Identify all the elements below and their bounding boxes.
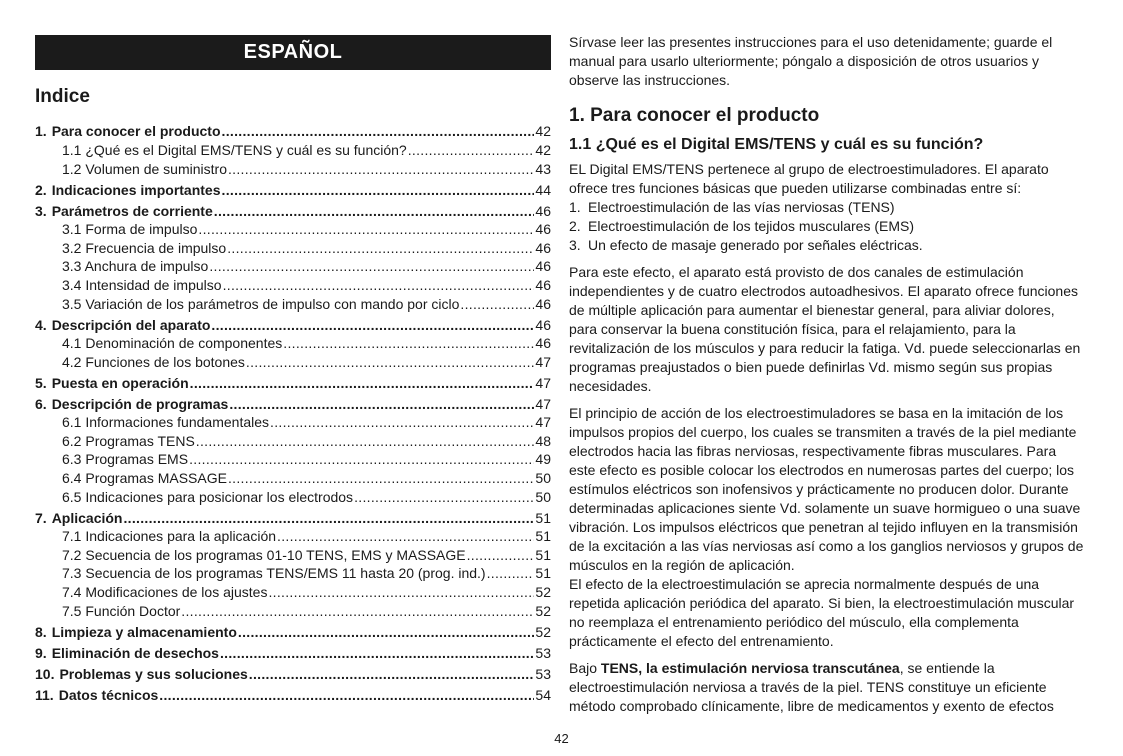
toc-entry-page: 46 — [535, 316, 551, 333]
toc-entry[interactable] — [35, 527, 551, 546]
toc-leader-dots — [467, 546, 535, 565]
toc-leader-dots — [211, 316, 534, 335]
toc-leader-dots — [214, 202, 535, 221]
toc-leader-dots — [189, 450, 534, 469]
toc-entry-number: 6. — [35, 395, 47, 412]
toc-entry-label: 7.3 Secuencia de los programas TENS/EMS 11 hasta 20 (prog. ind.) — [62, 565, 486, 582]
toc-entry-page: 53 — [535, 665, 551, 682]
toc-entry-label: 7.5 Función Doctor — [62, 602, 181, 619]
toc-entry-number: 1. — [35, 123, 47, 140]
toc-entry-page: 53 — [535, 644, 551, 661]
toc-entry-label: 7.4 Modificaciones de los ajustes — [62, 583, 268, 600]
paragraph-1: EL Digital EMS/TENS pertenece al grupo de electroestimuladores. El aparato ofrece tres funciones básicas que pueden utilizarse combinadas entre sí: — [569, 161, 1049, 196]
toc-leader-dots — [460, 295, 534, 314]
toc-entry-page: 47 — [535, 414, 551, 431]
toc-entry-number: 8. — [35, 623, 47, 640]
toc-leader-dots — [354, 488, 534, 507]
toc-entry-label: Descripción de programas — [51, 395, 229, 412]
toc-entry-label: 6.3 Programas EMS — [62, 451, 189, 468]
toc-leader-dots — [222, 122, 535, 141]
toc-entry-label: Eliminación de desechos — [51, 644, 219, 661]
paragraph-4: El efecto de la electroestimulación se aprecia normalmente después de una repetida aplicación periódica del aparato. Si bien, la electroestimulación muscular no reemplaza el entrenamiento periódico del músculo, ella complementa prácticamente el efecto del entrenamiento. — [569, 576, 1075, 649]
left-column — [35, 35, 551, 704]
toc-entry-label: 7.1 Indicaciones para la aplicación — [62, 528, 277, 545]
toc-entry-page: 47 — [535, 353, 551, 370]
toc-leader-dots — [238, 623, 535, 642]
toc-entry-label: 1.2 Volumen de suministro — [62, 160, 227, 177]
toc-entry-label: Puesta en operación — [51, 374, 189, 391]
toc-entry-label: Parámetros de corriente — [51, 202, 213, 219]
toc-leader-dots — [159, 686, 534, 705]
toc-entry-page: 42 — [535, 141, 551, 158]
toc-entry-label: 6.1 Informaciones fundamentales — [62, 414, 270, 431]
toc-leader-dots — [228, 160, 534, 179]
toc-entry-number: 11. — [35, 686, 54, 703]
toc-leader-dots — [227, 239, 534, 258]
toc-entry[interactable] — [35, 122, 551, 141]
toc-entry[interactable] — [35, 160, 551, 179]
toc-entry-page: 51 — [535, 546, 551, 563]
toc-entry-page: 44 — [535, 181, 551, 198]
toc-entry-page: 46 — [535, 276, 551, 293]
toc-title: Indice — [35, 86, 90, 107]
toc-entry-page: 52 — [535, 583, 551, 600]
toc-entry-page: 52 — [535, 602, 551, 619]
toc-entry-page: 51 — [535, 509, 551, 526]
toc-entry[interactable] — [35, 450, 551, 469]
toc-entry[interactable] — [35, 316, 551, 335]
toc-leader-dots — [223, 276, 535, 295]
toc-entry-label: 1.1 ¿Qué es el Digital EMS/TENS y cuál es su función? — [62, 141, 407, 158]
toc-entry-label: 6.5 Indicaciones para posicionar los electrodos — [62, 488, 354, 505]
toc-entry-page: 49 — [535, 451, 551, 468]
toc-entry[interactable] — [35, 374, 551, 393]
toc-leader-dots — [198, 220, 534, 239]
toc-leader-dots — [249, 665, 535, 684]
toc-entry[interactable] — [35, 181, 551, 200]
paragraph-2: Para este efecto, el aparato está provisto de dos canales de estimulación independientes y de cuatro electrodos autoadhesivos. El aparato ofrece funciones de múltiple aplicación para aumentar el bienestar general, para aliviar dolores, para conservar la buena constitución física, para el relajamiento, para la revitalización de los músculos y para reducir la fatiga. Vd. puede seleccionarlas en programas preajustados o bien puede definirlas Vd. mismo según sus propias necesidades. — [569, 264, 1081, 394]
subsection-title: 1.1 ¿Qué es el Digital EMS/TENS y cuál es su función? — [569, 136, 984, 153]
toc-entry-page: 46 — [535, 295, 551, 312]
toc-entry[interactable] — [35, 644, 551, 663]
toc-entry[interactable] — [35, 686, 551, 705]
right-column — [569, 33, 1085, 716]
toc-entry-number: 5. — [35, 374, 47, 391]
toc-entry[interactable] — [35, 202, 551, 221]
toc-entry-page: 46 — [535, 239, 551, 256]
toc-entry-label: 3.3 Anchura de impulso — [62, 258, 209, 275]
paragraph-5: Bajo TENS, la estimulación nerviosa transcutánea, se entiende la electroestimulación nerviosa a través de la piel. TENS constituye un eficiente método comprobado clínicamente, libre de medicamentos y exento de efectos — [569, 660, 1054, 714]
toc-entry[interactable] — [35, 546, 551, 565]
toc-entry[interactable] — [35, 334, 551, 353]
toc-leader-dots — [196, 432, 535, 451]
list-item: 2. Electroestimulación de los tejidos musculares (EMS) — [569, 218, 915, 234]
toc-entry-page: 50 — [535, 488, 551, 505]
toc-entry[interactable] — [35, 564, 551, 583]
toc-leader-dots — [283, 334, 534, 353]
toc-entry-page: 51 — [535, 528, 551, 545]
toc-entry-number: 10. — [35, 665, 55, 682]
toc-entry-label: 3.4 Intensidad de impulso — [62, 276, 222, 293]
toc-entry-label: 6.2 Programas TENS — [62, 432, 195, 449]
toc-leader-dots — [181, 602, 534, 621]
toc-entry-label: Para conocer el producto — [51, 123, 221, 140]
toc-leader-dots — [123, 509, 534, 528]
toc-entry-page: 47 — [535, 374, 551, 391]
page-number: 42 — [554, 731, 569, 746]
toc-entry-page: 47 — [535, 395, 551, 412]
list-item: 3. Un efecto de masaje generado por señales eléctricas. — [569, 237, 923, 253]
toc-entry-label: 3.1 Forma de impulso — [62, 221, 198, 238]
toc-entry[interactable] — [35, 395, 551, 414]
toc-entry-label: 3.5 Variación de los parámetros de impulso con mando por ciclo — [62, 295, 460, 312]
toc-entry[interactable] — [35, 488, 551, 507]
toc-entry[interactable] — [35, 220, 551, 239]
toc-entry-number: 7. — [35, 509, 47, 526]
toc-leader-dots — [268, 583, 534, 602]
toc-entry-label: 7.2 Secuencia de los programas 01-10 TENS, EMS y MASSAGE — [62, 546, 466, 563]
table-of-contents — [35, 122, 551, 704]
toc-entry-page: 54 — [535, 686, 551, 703]
toc-entry-label: Indicaciones importantes — [51, 181, 221, 198]
toc-leader-dots — [487, 564, 535, 583]
toc-entry[interactable] — [35, 141, 551, 160]
toc-entry[interactable] — [35, 665, 551, 684]
toc-entry-number: 2. — [35, 181, 47, 198]
toc-entry[interactable] — [35, 623, 551, 642]
language-header: ESPAÑOL — [35, 35, 551, 70]
toc-leader-dots — [277, 527, 534, 546]
toc-entry-page: 52 — [535, 623, 551, 640]
toc-entry-page: 46 — [535, 221, 551, 238]
toc-entry[interactable] — [35, 257, 551, 276]
toc-leader-dots — [222, 181, 535, 200]
toc-entry-number: 9. — [35, 644, 47, 661]
toc-leader-dots — [246, 353, 535, 372]
toc-entry[interactable] — [35, 583, 551, 602]
toc-entry-page: 48 — [535, 432, 551, 449]
toc-entry[interactable] — [35, 276, 551, 295]
toc-entry[interactable] — [35, 353, 551, 372]
toc-entry[interactable] — [35, 602, 551, 621]
toc-leader-dots — [220, 644, 534, 663]
toc-entry-label: 4.1 Denominación de componentes — [62, 335, 283, 352]
toc-entry-page: 50 — [535, 470, 551, 487]
toc-entry-number: 4. — [35, 316, 47, 333]
toc-entry-label: 3.2 Frecuencia de impulso — [62, 239, 227, 256]
list-item: 1. Electroestimulación de las vías nerviosas (TENS) — [569, 199, 895, 215]
paragraph-3: El principio de acción de los electroestimuladores se basa en la imitación de los impulsos propios del cuerpo, los cuales se transmiten a través de la piel mediante electrodos hacia las fibras nerviosas, respectivamente fibras musculares. Para este efecto es posible colocar los electrodos en numerosas partes del cuerpo; los estímulos eléctricos son inofensivos y prácticamente no producen dolor. Durante determinadas aplicaciones siente Vd. solamente un suave hormigueo o una suave vibración. Los impulsos eléctricos que penetran al tejido influyen en la transmisión de la excitación a las vías nerviosas así como a los ganglios nerviosos y grupos de músculos en la región de aplicación. — [569, 405, 1084, 573]
toc-leader-dots — [408, 141, 535, 160]
toc-entry-page: 46 — [535, 202, 551, 219]
intro-paragraph: Sírvase leer las presentes instrucciones para el uso detenidamente; guarde el manual para usarlo ulteriormente; póngalo a disposición de otros usuarios y observe las instrucciones. — [569, 34, 1053, 88]
toc-entry[interactable] — [35, 469, 551, 488]
toc-entry-label: Datos técnicos — [58, 686, 159, 703]
section-title: 1. Para conocer el producto — [569, 105, 820, 126]
toc-entry-page: 46 — [535, 258, 551, 275]
toc-entry[interactable] — [35, 413, 551, 432]
toc-leader-dots — [270, 413, 534, 432]
toc-entry-page: 51 — [535, 565, 551, 582]
toc-entry[interactable] — [35, 432, 551, 451]
toc-entry[interactable] — [35, 509, 551, 528]
toc-leader-dots — [229, 395, 534, 414]
toc-entry-label: Problemas y sus soluciones — [59, 665, 248, 682]
toc-entry-page: 42 — [535, 123, 551, 140]
toc-entry-label: Aplicación — [51, 509, 123, 526]
toc-entry-page: 46 — [535, 335, 551, 352]
toc-entry-label: 6.4 Programas MASSAGE — [62, 470, 227, 487]
toc-entry-number: 3. — [35, 202, 47, 219]
toc-entry-label: Limpieza y almacenamiento — [51, 623, 237, 640]
toc-leader-dots — [228, 469, 534, 488]
toc-entry-label: 4.2 Funciones de los botones — [62, 353, 245, 370]
toc-leader-dots — [209, 257, 534, 276]
toc-entry-label: Descripción del aparato — [51, 316, 211, 333]
toc-leader-dots — [190, 374, 535, 393]
toc-entry-page: 43 — [535, 160, 551, 177]
toc-entry[interactable] — [35, 239, 551, 258]
toc-entry[interactable] — [35, 295, 551, 314]
function-list — [569, 198, 1085, 255]
